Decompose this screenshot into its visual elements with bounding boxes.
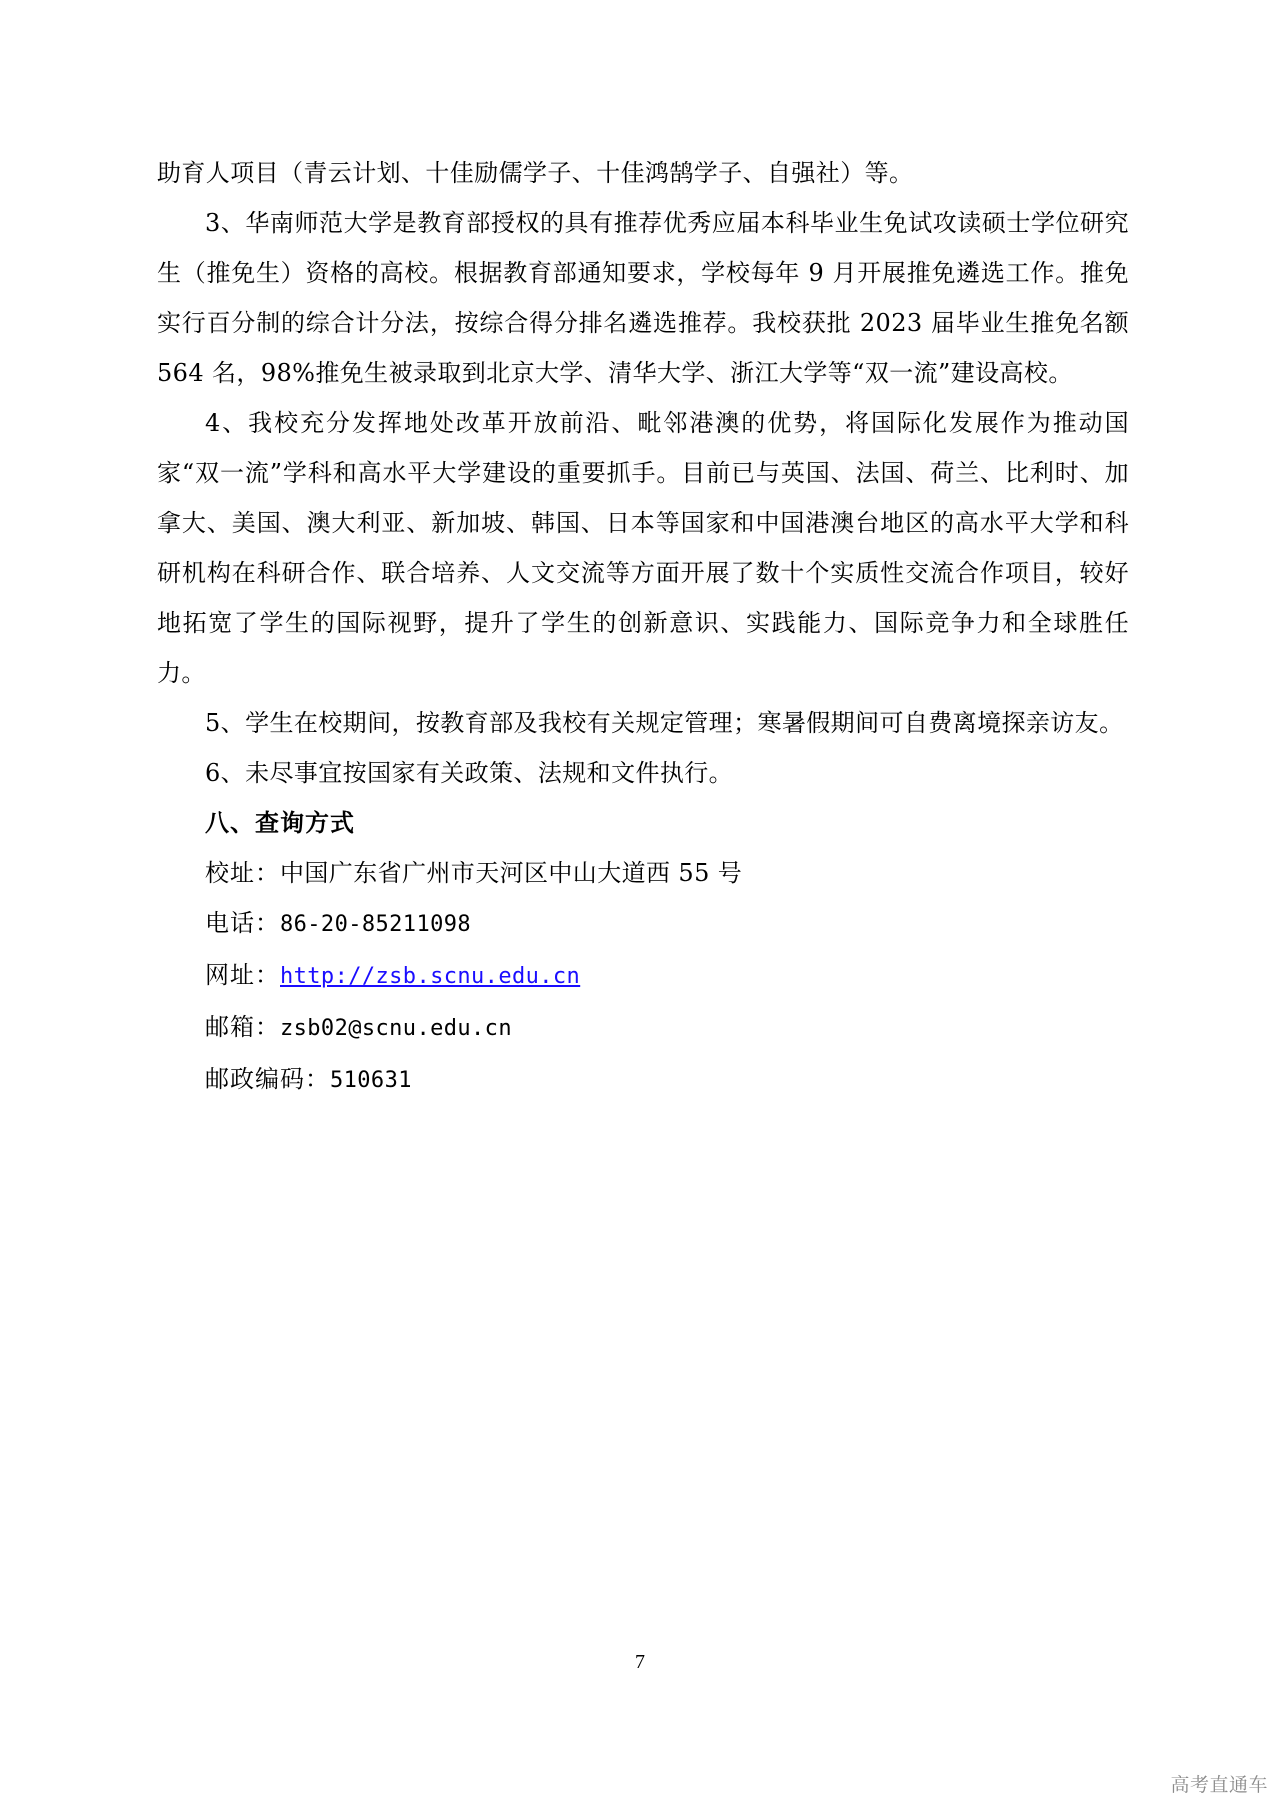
website-label: 网址： (205, 961, 280, 989)
paragraph-item-5-student-management: 5、学生在校期间，按教育部及我校有关规定管理；寒暑假期间可自费离境探亲访友。 (205, 709, 1124, 737)
document-body (157, 148, 1129, 1106)
address-label: 校址： (205, 859, 280, 887)
contact-info (157, 848, 1129, 1106)
paragraph-continued: 助育人项目（青云计划、十佳励儒学子、十佳鸿鹄学子、自强社）等。 (157, 159, 914, 187)
contact-email (157, 1002, 1129, 1054)
contact-website (157, 950, 1129, 1002)
contact-postcode (157, 1054, 1129, 1106)
website-link[interactable]: http://zsb.scnu.edu.cn (280, 964, 581, 989)
postcode-value: 510631 (330, 1068, 412, 1093)
contact-address (157, 848, 1129, 898)
section-heading-contact: 八、查询方式 (205, 809, 355, 837)
paragraph-item-4-international-exchange: 4、我校充分发挥地处改革开放前沿、毗邻港澳的优势，将国际化发展作为推动国家“双一流”学科和高水平大学建设的重要抓手。目前已与英国、法国、荷兰、比利时、加拿大、美国、澳大利亚、新加坡、韩国、日本等国家和中国港澳台地区的高水平大学和科研机构在科研合作、联合培养、人文交流等方面开展了数十个实质性交流合作项目，较好地拓宽了学生的国际视野，提升了学生的创新意识、实践能力、国际竞争力和全球胜任力。 (157, 409, 1129, 687)
paragraph-item-3-postgraduate-recommendation: 3、华南师范大学是教育部授权的具有推荐优秀应届本科毕业生免试攻读硕士学位研究生（推免生）资格的高校。根据教育部通知要求，学校每年 9 月开展推免遴选工作。推免实行百分制的综合计分法，按综合得分排名遴选推荐。我校获批 2023 届毕业生推免名额 564 名，98%推免生被录取到北京大学、清华大学、浙江大学等“双一流”建设高校。 (157, 209, 1129, 387)
page-number: 7 (635, 1651, 645, 1673)
watermark-text: 高考直通车 (1170, 1774, 1268, 1796)
phone-value: 86-20-85211098 (280, 912, 472, 937)
contact-phone (157, 898, 1129, 950)
phone-label: 电话： (205, 909, 280, 937)
postcode-label: 邮政编码： (205, 1065, 330, 1093)
address-value: 中国广东省广州市天河区中山大道西 55 号 (280, 859, 743, 887)
email-value: zsb02@scnu.edu.cn (280, 1016, 512, 1041)
email-label: 邮箱： (205, 1013, 280, 1041)
paragraph-item-6-other-matters: 6、未尽事宜按国家有关政策、法规和文件执行。 (205, 759, 734, 787)
